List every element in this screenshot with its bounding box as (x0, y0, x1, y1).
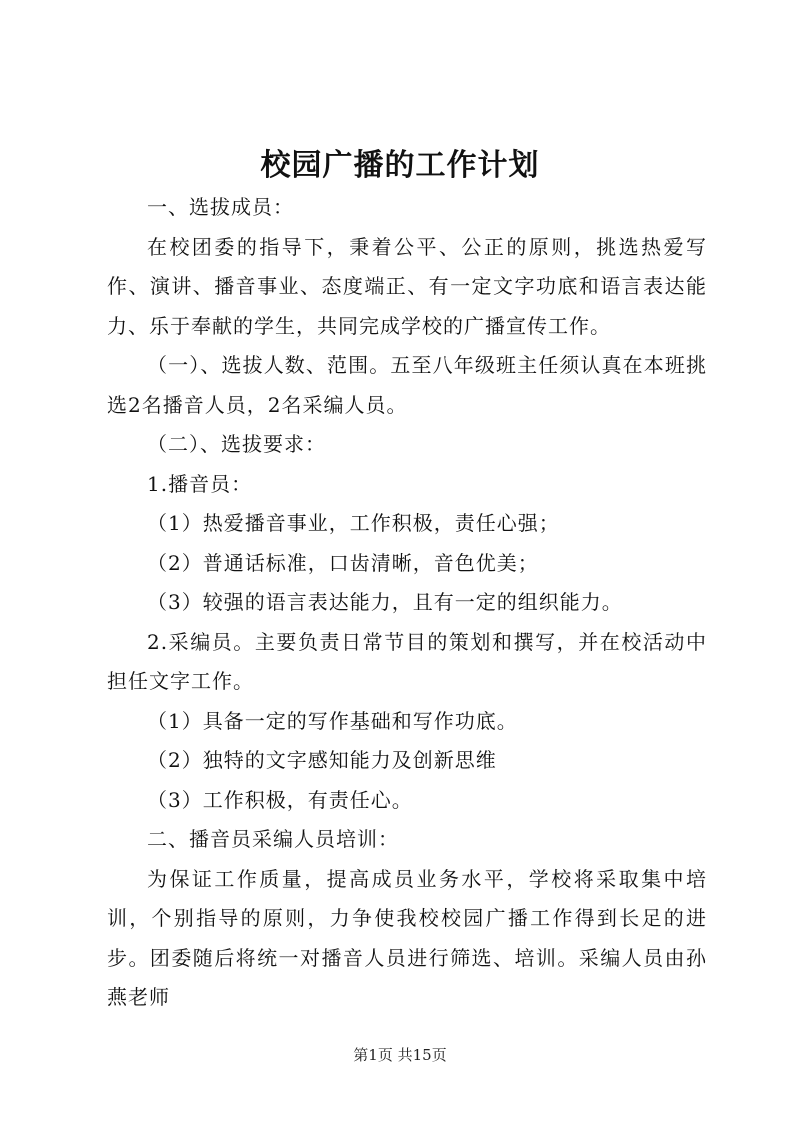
section-heading-2: 二、播音员采编人员培训： (147, 827, 399, 851)
list-item-editor-1: （1）具备一定的写作基础和写作功底。 (147, 708, 518, 733)
paragraph-editor: 2.采编员。主要负责日常节目的策划和撰写，并在校活动中担任文字工作。 (107, 629, 707, 693)
page-footer (0, 1044, 800, 1065)
paragraph-intro: 在校团委的指导下，秉着公平、公正的原则，挑选热爱写作、演讲、播音事业、态度端正、有一定文字功底和语言表达能力、乐于奉献的学生，共同完成学校的广播宣传工作。 (107, 234, 707, 338)
list-item-announcer-3: （3）较强的语言表达能力，且有一定的组织能力。 (147, 590, 623, 614)
section-heading-1: 一、选拔成员： (147, 195, 294, 219)
list-item-editor-3: （3）工作积极，有责任心。 (147, 787, 413, 812)
list-item-editor-2: （2）独特的文字感知能力及创新思维 (147, 748, 497, 772)
paragraph-training: 为保证工作质量，提高成员业务水平，学校将采取集中培训，个别指导的原则，力争使我校校园广播工作得到长足的进步。团委随后将统一对播音人员进行筛选、培训。采编人员由孙燕老师 (107, 866, 707, 1009)
list-item-announcer-2: （2）普通话标准，口齿清晰，音色优美； (147, 550, 539, 575)
document-body (107, 188, 707, 1018)
page-number: 第1页 共15页 (353, 1046, 447, 1064)
paragraph-selection-requirements: （二）、选拔要求： (147, 432, 326, 456)
paragraph-selection-scope: （一）、选拔人数、范围。五至八年级班主任须认真在本班挑选2名播音人员，2名采编人员。 (107, 353, 707, 417)
paragraph-announcer: 1.播音员： (147, 471, 253, 496)
document-title: 校园广播的工作计划 (260, 148, 540, 183)
list-item-announcer-1: （1）热爱播音事业，工作积极，责任心强； (147, 511, 560, 535)
